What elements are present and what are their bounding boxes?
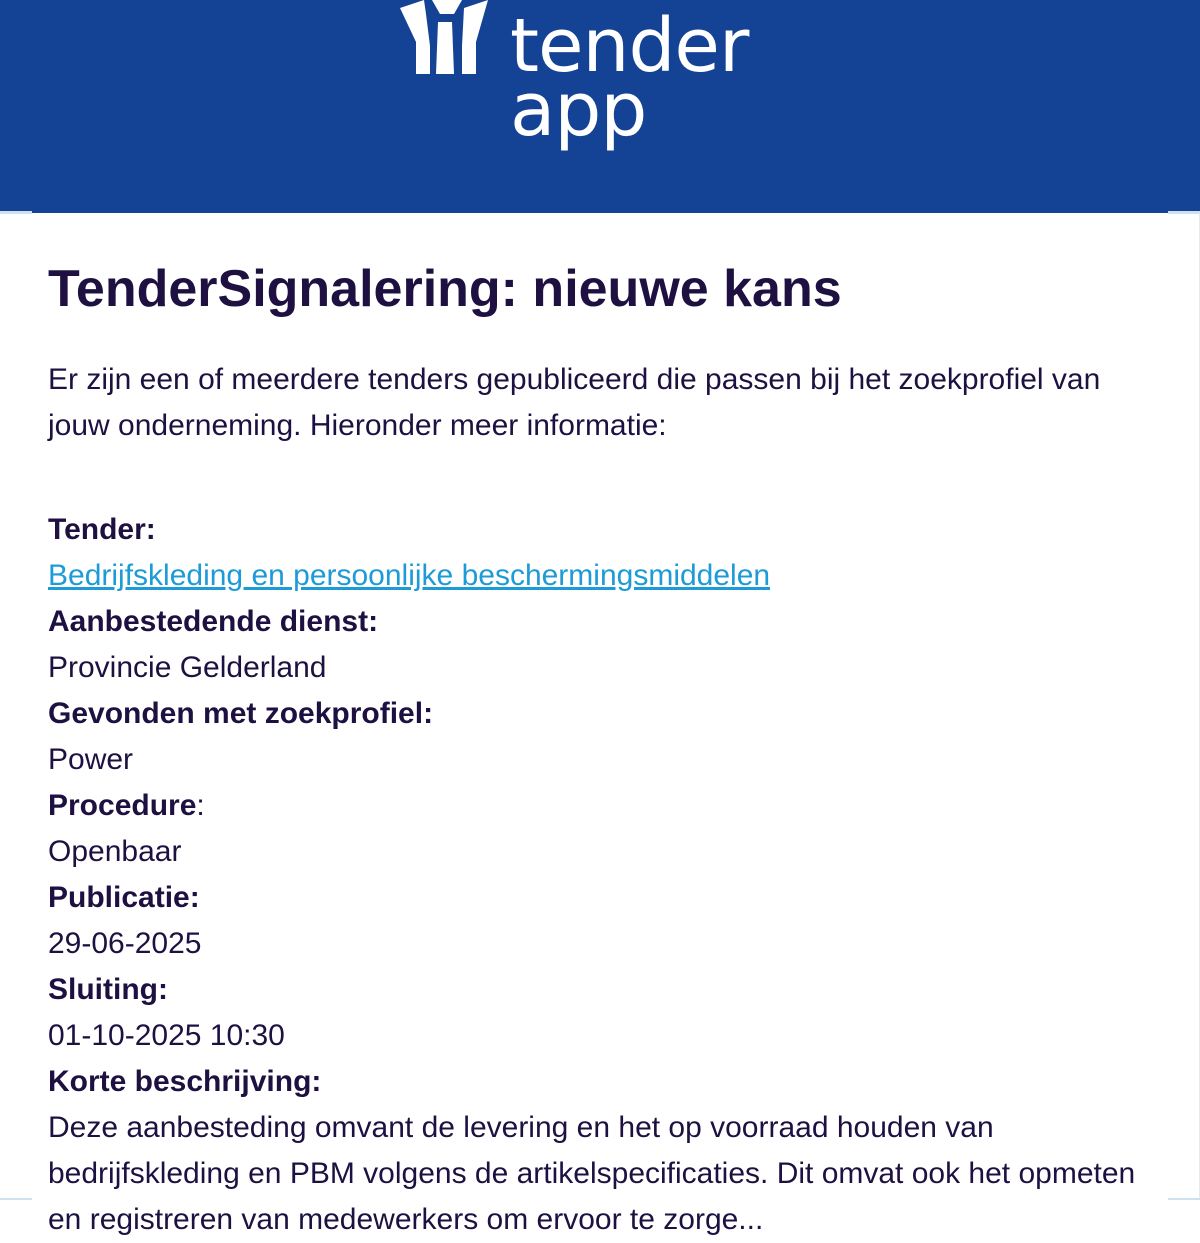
tender-details [48,507,1158,1243]
description-label: Korte beschrijving: [48,1065,322,1098]
profile-value: Power [48,743,134,776]
closing-label: Sluiting: [48,973,168,1006]
tenderapp-logo-text [510,3,749,153]
publication-value: 29-06-2025 [48,927,202,960]
intro-text: Er zijn een of meerdere tenders gepubliceerd die passen bij het zoekprofiel van jouw onderneming. Hieronder meer informatie: [48,363,1101,442]
footer-divider-right [1168,1198,1200,1200]
tender-label: Tender: [48,513,156,546]
page-title: TenderSignalering: nieuwe kans [48,260,842,318]
logo-line-tender: tender [510,3,749,89]
logo-line-app: app [510,67,647,153]
email-body [48,257,1158,1243]
publication-label: Publicatie: [48,881,200,914]
closing-value: 01-10-2025 10:30 [48,1019,285,1052]
tender-link[interactable]: Bedrijfskleding en persoonlijke beschermingsmiddelen [48,559,771,592]
description-value: Deze aanbesteding omvant de levering en het op voorraad houden van bedrijfskleding en PBM volgens de artikelspecificaties. Dit omvat ook het opmeten en registreren van medewerkers om ervoor te zorge... [48,1111,1136,1236]
header-divider-left [0,211,32,214]
footer-divider-left [0,1198,32,1200]
procedure-value: Openbaar [48,835,182,868]
procedure-heading [48,783,1158,829]
authority-label: Aanbestedende dienst: [48,605,379,638]
profile-label: Gevonden met zoekprofiel: [48,697,434,730]
authority-value: Provincie Gelderland [48,651,327,684]
tenderapp-logo-icon [392,0,502,80]
email-header-banner [0,0,1200,213]
header-divider-right [1168,211,1200,214]
procedure-label: Procedure [48,789,197,822]
procedure-colon: : [196,789,205,822]
